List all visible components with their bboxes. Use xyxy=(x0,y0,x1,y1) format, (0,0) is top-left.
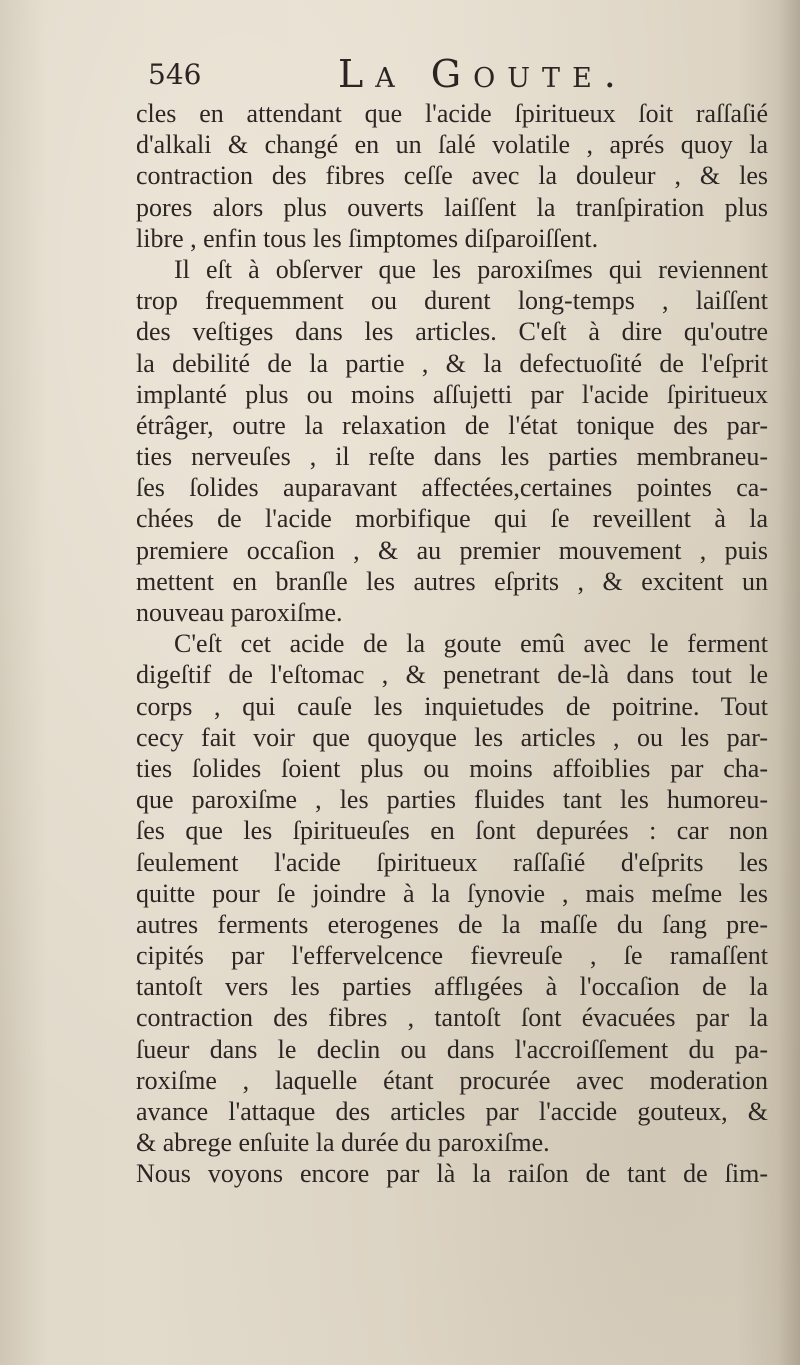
text-line: chées de l'acide morbifique qui ſe reveillent à la xyxy=(136,504,768,534)
text-line: autres ferments eterogenes de la maſſe du ſang pre- xyxy=(136,909,768,939)
text-line: cles en attendant que l'acide ſpiritueux ſoit raſſaſié xyxy=(136,99,768,128)
catchword-line: Nous voyons encore par là la raiſon de tant de ſim- xyxy=(136,1159,768,1189)
text-line: cipités par l'effervelcence fievreuſe , ſe ramaſſent xyxy=(136,941,768,971)
text-line: premiere occaſion , & au premier mouvement , puis xyxy=(136,535,768,565)
text-line: quitte pour ſe joindre à la ſynovie , mais meſme les xyxy=(136,878,768,908)
text-line: libre , enfin tous les ſimptomes diſparoiſſent. xyxy=(136,223,599,253)
text-line: nouveau paroxiſme. xyxy=(136,598,343,627)
page-header xyxy=(148,52,768,98)
text-line: des veſtiges dans les articles. C'eſt à dire qu'outre xyxy=(136,317,768,347)
text-line: roxiſme , laquelle étant procurée avec moderation xyxy=(136,1065,768,1095)
text-line: mettent en branſle les autres eſprits , & excitent un xyxy=(136,566,768,596)
text-line: tantoſt vers les parties afflıgées à l'occaſion de la xyxy=(136,972,768,1002)
paragraph-first-line: C'eſt cet acide de la goute emû avec le ferment xyxy=(174,629,768,659)
text-line: ſeulement l'acide ſpiritueux raſſaſié d'eſprits les xyxy=(136,847,768,877)
text-line: ſes ſolides auparavant affectées,certaines pointes ca- xyxy=(136,473,768,503)
text-line: que paroxiſme , les parties fluides tant les humoreu- xyxy=(136,785,768,815)
text-line: digeſtif de l'eſtomac , & penetrant de-là dans tout le xyxy=(136,660,768,690)
text-line: ties ſolides ſoient plus ou moins affoiblies par cha- xyxy=(136,753,768,783)
text-line: ſes que les ſpiritueuſes en ſont depurées : car non xyxy=(136,816,768,846)
running-title: La Goute. xyxy=(338,52,628,96)
text-line: cecy fait voir que quoyque les articles , ou les par- xyxy=(136,722,768,752)
text-line: d'alkali & changé en un ſalé volatile , aprés quoy la xyxy=(136,130,768,160)
text-line: implanté plus ou moins aſſujetti par l'acide ſpiritueux xyxy=(136,379,768,409)
text-line: contraction des fibres , tantoſt ſont évacuées par la xyxy=(136,1003,768,1033)
text-line: contraction des fibres ceſſe avec la douleur , & les xyxy=(136,161,768,191)
paragraph-first-line: Il eſt à obſerver que les paroxiſmes qui reviennent xyxy=(174,254,768,284)
text-line: étrâger, outre la relaxation de l'état tonique des par- xyxy=(136,410,768,440)
body-text xyxy=(136,98,768,1190)
text-line: ſueur dans le declin ou dans l'accroiſſement du pa- xyxy=(136,1034,768,1064)
text-line: & abrege enſuite la durée du paroxiſme. xyxy=(136,1128,550,1158)
text-line: la debilité de la partie , & la defectuoſité de l'eſprit xyxy=(136,348,768,378)
page-number: 546 xyxy=(148,58,202,91)
text-line: corps , qui cauſe les inquietudes de poitrine. Tout xyxy=(136,691,768,721)
text-line: trop frequemment ou durent long-temps , laiſſent xyxy=(136,286,768,316)
text-line: pores alors plus ouverts laiſſent la tranſpiration plus xyxy=(136,192,768,222)
text-line: avance l'attaque des articles par l'accide gouteux, & xyxy=(136,1097,768,1126)
text-line: ties nerveuſes , il reſte dans les parties membraneu- xyxy=(136,442,768,472)
